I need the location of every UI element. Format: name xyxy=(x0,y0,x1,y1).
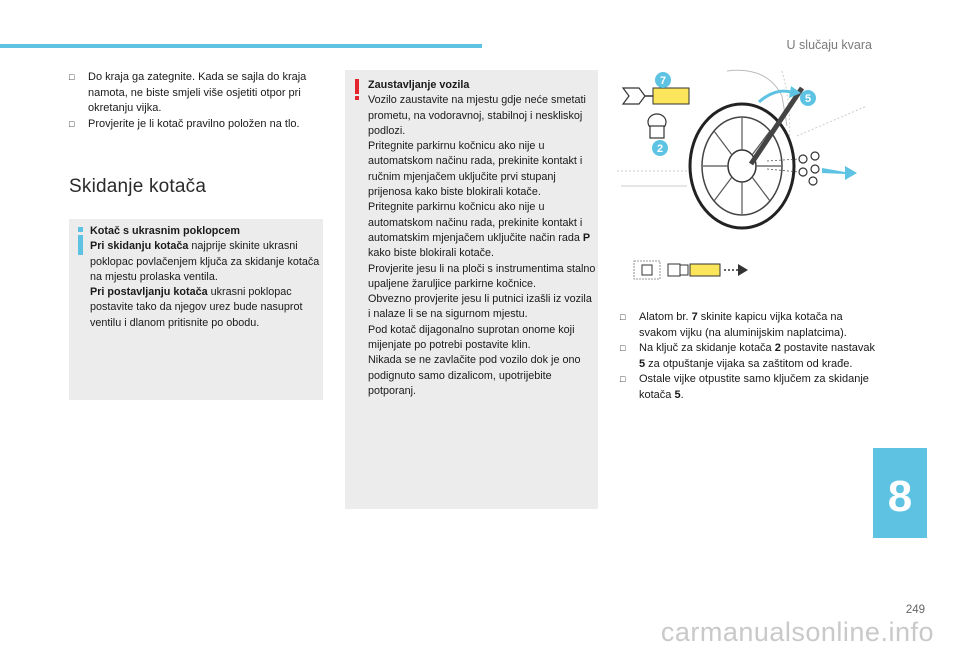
bullet-marker-icon: □ xyxy=(69,72,75,82)
intro-bullets xyxy=(69,70,327,132)
bullet-item: □ Alatom br. 7 skinite kapicu vijka kotača na svakom vijku (na aluminijskim naplatcima). xyxy=(620,311,847,339)
bullet-marker-icon: □ xyxy=(69,118,75,129)
warning-box xyxy=(345,70,598,509)
label-5: 5 xyxy=(804,93,812,105)
warning-exclamation-icon xyxy=(352,79,362,101)
chapter-tab xyxy=(873,448,927,538)
bullet-item: □ Na ključ za skidanje kotača 2 postavite nastavak 5 za otpuštanje vijaka sa zaštitom od krađe. xyxy=(620,342,876,370)
warning-text: Zaustavljanje vozila Vozilo zaustavite na mjestu gdje neće smetati prometu, na vodoravnoj, stabilnoj i neskliskoj podlozi. Pritegnite parkirnu kočnicu ako nije u automatskom načinu rada, prekinite kontakt i ručnim mjenjačem uključite prvi stupanj prijenosa kako biste blokirali kotače. Pritegnite parkirnu kočnicu ako nije u automatskom načinu rada, prekinite kontakt i automatskim mjenjačem uključite način rada P kako biste blokirali kotače. Provjerite jesu li na ploči s instrumentima stalno upaljene žaruljice parkirne kočnice. Obvezno provjerite jesu li putnici izašli iz vozila i nalaze li se na sigurnom mjestu. Pod kotač dijagonalno suprotan onome koji mijenjate po potrebi postavite klin. Nikada se ne zavlačite pod vozilo dok je ono podignuto samo dizalicom, upotrijebite potporanj. xyxy=(368,79,596,397)
bullet-item: □ Ostale vijke otpustite samo ključem za skidanje kotača 5. xyxy=(620,373,869,401)
header-bar xyxy=(0,44,482,48)
page-heading: Skidanje kotača xyxy=(69,176,207,197)
info-text: Kotač s ukrasnim poklopcem Pri skidanju kotača najprije skinite ukrasni poklopac povlačenjem ključa za skidanje kotača na mjestu prolaska ventila. Pri postavljanju kotača ukrasni poklopac postavite tako da njegov urez bude nasuprot ventilu i dlanom pritisnite po obodu. xyxy=(90,225,320,329)
bullet-item: □ Provjerite je li kotač pravilno položen na tlo. xyxy=(69,117,327,133)
section-title: U slučaju kvara xyxy=(786,38,872,52)
bullet-item: □ Do kraja ga zategnite. Kada se sajla do kraja namota, ne biste smjeli više osjetiti otpor pri okretanju vijka. xyxy=(69,71,307,114)
bullet-marker-icon: □ xyxy=(620,374,626,384)
page-number: 249 xyxy=(905,604,925,616)
warning-title: Zaustavljanje vozila xyxy=(368,79,470,91)
wheel-removal-illustration xyxy=(617,66,907,232)
bullet-marker-icon: □ xyxy=(620,343,626,353)
chapter-number: 8 xyxy=(887,472,913,521)
bullet-marker-icon: □ xyxy=(620,312,626,322)
tool-assembly-illustration xyxy=(632,253,752,287)
watermark: carmanualsonline.info xyxy=(660,617,934,647)
label-7: 7 xyxy=(659,75,667,87)
info-title: Kotač s ukrasnim poklopcem xyxy=(90,225,241,237)
info-icon xyxy=(75,227,87,255)
info-box xyxy=(69,219,323,400)
procedure-bullets xyxy=(620,310,880,403)
label-2: 2 xyxy=(656,143,664,155)
